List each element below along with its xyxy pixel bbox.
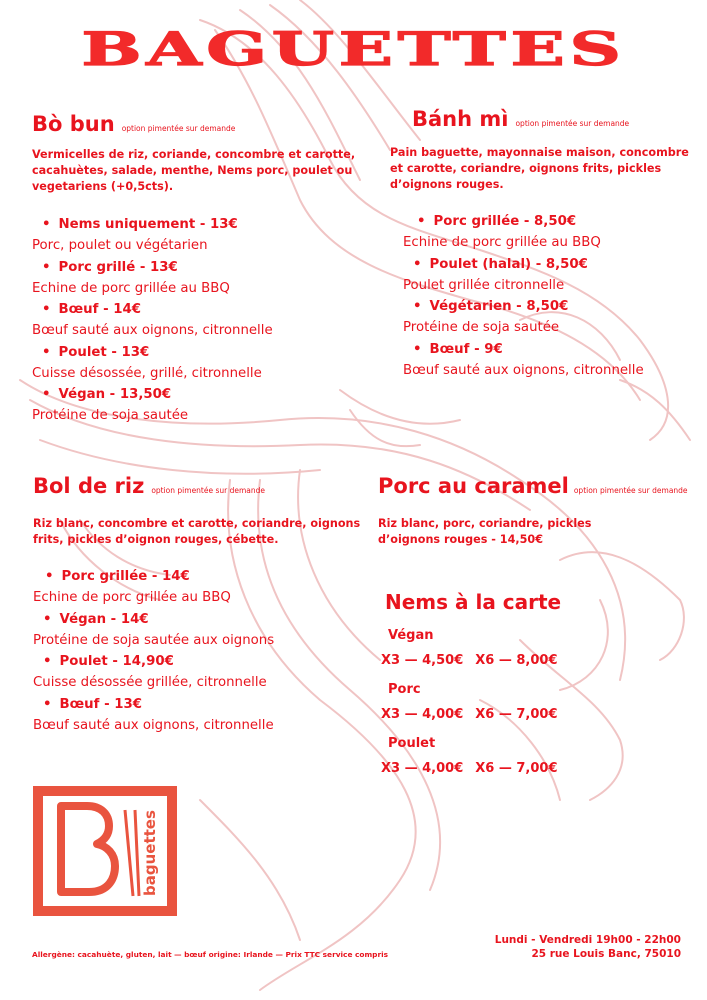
bullet-icon: • [42,344,51,360]
nems-category: Poulet [388,736,436,751]
spicy-option-note: option pimentée sur demande [573,486,688,495]
section-nems-a-la-carte [381,590,621,776]
price-x6: X6 — 8,00€ [475,653,558,668]
menu-item-name: • Végan - 14€ [33,609,363,630]
menu-item-description: Poulet grillée citronnelle [403,277,565,293]
logo-wordmark: baguettes [141,810,159,896]
menu-item-name: • Porc grillé - 13€ [32,257,362,278]
opening-hours: Lundi - Vendredi 19h00 - 22h00 [494,934,681,946]
bullet-icon: • [42,302,51,317]
bullet-icon: • [413,341,422,357]
section-title: Porc au caramel [378,474,569,498]
menu-item-name: • Poulet - 14,90€ [33,651,363,672]
address: 25 rue Louis Banc, 75010 [531,948,681,960]
menu-item-name: • Bœuf - 14€ [32,299,362,320]
menu-item-name: • Bœuf - 9€ [403,339,690,360]
menu-item-description: Protéine de soja sautée [32,408,189,423]
menu-item-name: • Poulet (halal) - 8,50€ [403,254,690,275]
contact-info [495,933,681,961]
section-title: Nems à la carte [385,590,562,614]
menu-item-description: Echine de porc grillée au BBQ [33,590,231,605]
spicy-option-note: option pimentée sur demande [121,124,236,133]
bullet-icon: • [413,299,422,314]
nems-category: Végan [388,628,434,643]
allergen-notice: Allergène: cacahuète, gluten, lait — bœuf origine: Irlande — Prix TTC service compris [32,950,389,959]
bullet-icon: • [42,259,51,275]
section-title: Bánh mì [412,107,509,131]
menu-item-name: • Bœuf - 13€ [33,694,363,715]
menu-item-description: Protéine de soja sautée aux oignons [33,632,275,648]
menu-item-name: • Porc grillée - 14€ [33,566,363,587]
menu-item-name: • Porc grillée - 8,50€ [403,211,690,232]
section-description: Vermicelles de riz, coriande, concombre et carotte, cacahuètes, salade, menthe, Nems porc, poulet ou vegetariens (+0,5cts). [32,148,356,193]
section-title: Bò bun [32,112,115,136]
nems-price-row [381,761,621,776]
menu-item-name: • Végétarien - 8,50€ [403,296,690,317]
bullet-icon: • [43,696,52,712]
section-banh-mi [390,107,690,381]
nems-price-row [381,653,621,668]
nems-price-row [381,707,621,722]
section-description: Riz blanc, concombre et carotte, coriandre, oignons frits, pickles d’oignon rouges, cébette. [33,517,361,546]
menu-item-description: Cuisse désossée grillée, citronnelle [33,675,267,690]
bullet-icon: • [43,654,52,669]
bullet-icon: • [42,387,51,402]
price-x3: X3 — 4,00€ [381,761,464,776]
menu-item-description: Protéine de soja sautée [403,320,560,335]
section-description: Pain baguette, mayonnaise maison, concombre et carotte, coriandre, oignons frits, pickles d’oignons rouges. [390,146,689,191]
menu-item-name: • Nems uniquement - 13€ [32,214,362,235]
price-x3: X3 — 4,50€ [381,653,464,668]
spicy-option-note: option pimentée sur demande [515,119,630,128]
menu-item-description: Bœuf sauté aux oignons, citronnelle [403,362,644,378]
menu-item-description: Bœuf sauté aux oignons, citronnelle [33,717,274,733]
bullet-icon: • [42,217,51,232]
section-porc-au-caramel [378,474,707,548]
baguettes-logo [33,786,177,916]
section-description: Riz blanc, porc, coriandre, pickles d’oignons rouges - 14,50€ [378,517,592,546]
bullet-icon: • [45,569,54,584]
menu-item-description: Cuisse désossée, grillé, citronnelle [32,365,262,381]
bullet-icon: • [43,611,52,627]
menu-item-name: • Poulet - 13€ [32,342,362,363]
section-bol-de-riz [33,474,363,736]
menu-item-description: Porc, poulet ou végétarien [32,238,208,253]
price-x3: X3 — 4,00€ [381,707,464,722]
price-x6: X6 — 7,00€ [475,761,558,776]
price-x6: X6 — 7,00€ [475,707,558,722]
menu-item-description: Bœuf sauté aux oignons, citronnelle [32,323,273,338]
menu-item-description: Echine de porc grillée au BBQ [32,280,230,296]
nems-category: Porc [388,682,421,697]
menu-title: BAGUETTES [81,22,626,76]
section-bo-bun [32,112,362,427]
spicy-option-note: option pimentée sur demande [151,486,266,495]
bullet-icon: • [413,256,422,272]
section-title: Bol de riz [33,474,145,498]
bullet-icon: • [417,214,426,229]
menu-item-description: Echine de porc grillée au BBQ [403,235,601,250]
logo-mark-icon [43,796,167,906]
menu-item-name: • Végan - 13,50€ [32,384,362,405]
